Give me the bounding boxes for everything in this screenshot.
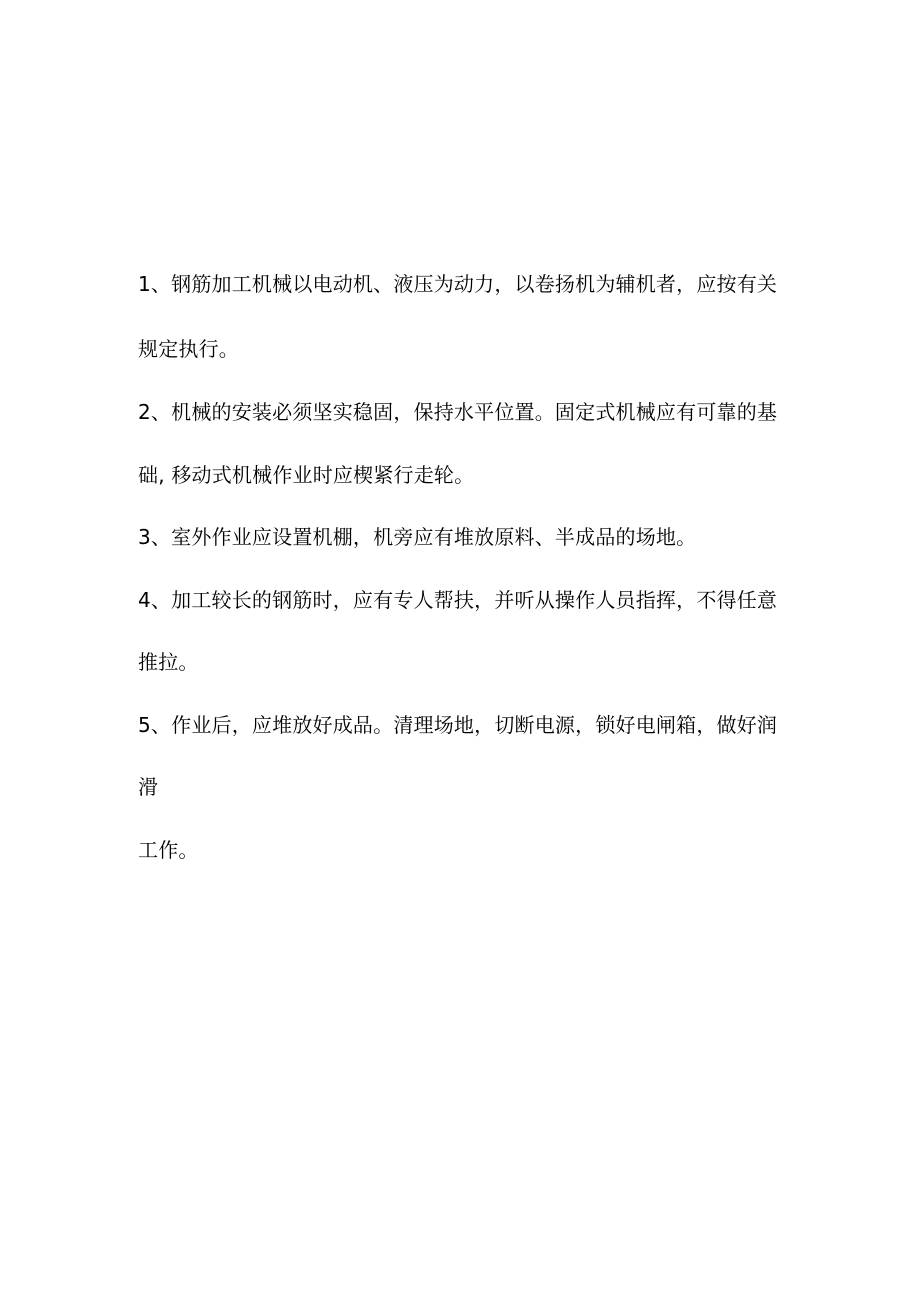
item-1-line-1: 1、钢筋加工机械以电动机、液压为动力，以卷扬机为辅机者，应按有关 xyxy=(138,272,778,296)
item-5-line-3: 工作。 xyxy=(138,838,199,862)
item-4-line-1: 4、加工较长的钢筋时，应有专人帮扶，并听从操作人员指挥，不得任意 xyxy=(138,588,778,612)
item-3-line-1: 3、室外作业应设置机棚，机旁应有堆放原料、半成品的场地。 xyxy=(138,525,697,549)
item-2-line-1: 2、机械的安装必须坚实稳固，保持水平位置。固定式机械应有可靠的基 xyxy=(138,400,778,424)
item-2-line-2: 础, 移动式机械作业时应楔紧行走轮。 xyxy=(138,463,475,487)
item-1-line-2: 规定执行。 xyxy=(138,337,239,361)
item-5-line-1: 5、作业后，应堆放好成品。清理场地，切断电源，锁好电闸箱，做好润 xyxy=(138,713,778,737)
item-4-line-2: 推拉。 xyxy=(138,650,199,674)
item-5-line-2: 滑 xyxy=(138,775,159,799)
